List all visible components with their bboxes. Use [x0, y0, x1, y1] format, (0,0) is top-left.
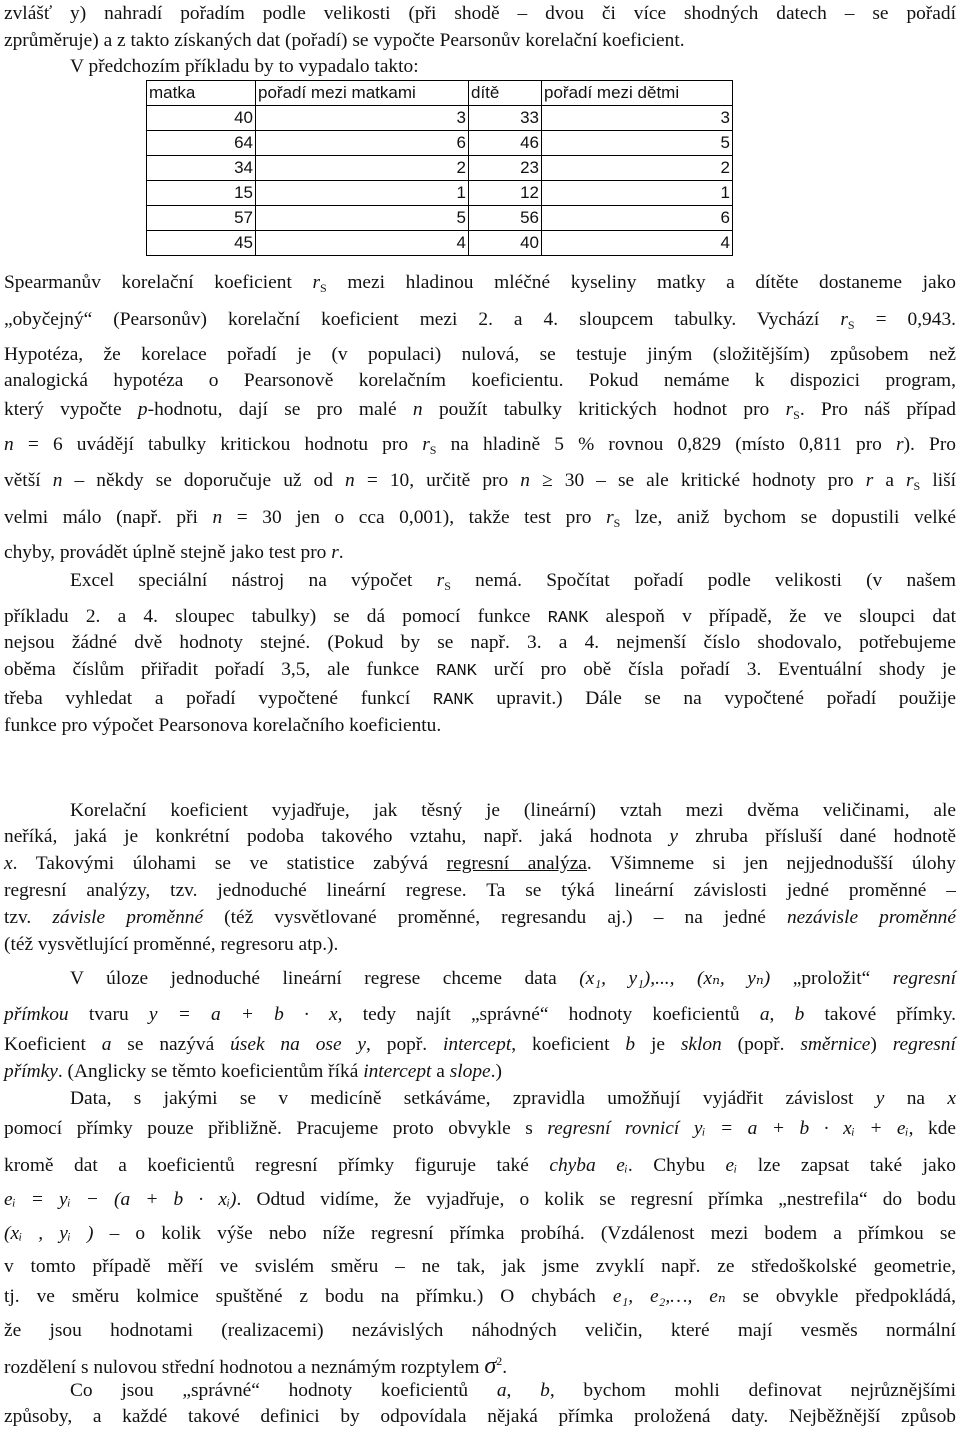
error-equation: eᵢ = yᵢ − (a + b · xᵢ) — [4, 1189, 237, 1210]
table-cell: 34 — [147, 156, 256, 181]
text-line: funkce pro výpočet Pearsonova korelačního koeficientu. — [4, 715, 442, 736]
table-cell: 5 — [256, 206, 469, 231]
table-cell: 56 — [469, 206, 542, 231]
text-line: eᵢ = yᵢ − (a + b · xᵢ). Odtud vidíme, že vyjadřuje, o kolik se regresní přímka „nestrefila“ do bodu — [4, 1189, 957, 1210]
text-line: Koeficient a se nazývá úsek na ose y, popř. intercept, koeficient b je sklon (popř. směrnice) regresní — [4, 1034, 956, 1055]
text-line: v tomto případě měří ve svislém směru – ne tak, jak jsme zvyklí např. ze středoškolské geometrie, — [4, 1256, 956, 1277]
column-header: pořadí mezi matkami — [256, 81, 469, 106]
table-header-row — [147, 81, 733, 106]
column-header: matka — [147, 81, 256, 106]
table-cell: 64 — [147, 131, 256, 156]
table-cell: 33 — [469, 106, 542, 131]
table-cell: 40 — [469, 231, 542, 256]
table-cell: 6 — [256, 131, 469, 156]
text-line: zprůměruje) a z takto získaných dat (pořadí) se vypočte Pearsonův korelační koeficient. — [4, 30, 685, 51]
text-line: „obyčejný“ (Pearsonův) korelační koeficient mezi 2. a 4. sloupcem tabulky. Vychází $r_S = 0,943$. — [4, 309, 956, 332]
text-line: Data, s jakými se v medicíně setkáváme, zpravidla umožňují vyjádřit závislost y na x — [70, 1088, 956, 1109]
table-row — [147, 131, 733, 156]
table-cell: 3 — [542, 106, 733, 131]
text-line: rozdělení s nulovou střední hodnotou a neznámým rozptylem $\sigma^2$. — [4, 1353, 508, 1379]
table-cell: 4 — [256, 231, 469, 256]
text-line: který vypočte p-hodnotu, dají se pro malé n použít tabulky kritických hodnot pro $r_S$. Pro náš případ — [4, 399, 956, 422]
text-line: oběma číslům přiřadit pořadí 3,5, ale funkce RANK určí pro obě čísla pořadí 3. Eventuální shody je — [4, 659, 957, 681]
table-cell: 4 — [542, 231, 733, 256]
text-line: neříká, jaká je konkrétní podoba takového vztahu, např. jaká hodnota y zhruba přísluší dané hodnotě — [4, 826, 956, 847]
column-header: pořadí mezi dětmi — [542, 81, 733, 106]
text-line: přímky. (Anglicky se těmto koeficientům říká intercept a slope.) — [4, 1061, 502, 1082]
text-line: nejsou žádné dvě hodnoty stejné. (Pokud by se např. 3. a 4. nejmenší číslo shodovalo, potřebujeme — [4, 632, 956, 653]
table-cell: 23 — [469, 156, 542, 181]
table-row — [147, 206, 733, 231]
table-cell: 2 — [542, 156, 733, 181]
regression-analysis-link[interactable]: regresní analýza — [446, 853, 587, 874]
text-line: že jsou hodnotami (realizacemi) nezávislých náhodných veličin, které mají vesměs normální — [4, 1320, 956, 1341]
text-line: (též vysvětlující proměnné, regresoru atp.). — [4, 934, 339, 955]
text-line: Hypotéza, že korelace pořadí je (v populaci) nulová, se testuje jiným (složitějším) způsobem než — [4, 344, 956, 365]
table-cell: 45 — [147, 231, 256, 256]
table-cell: 3 — [256, 106, 469, 131]
text-line: Spearmanův korelační koeficient $r_S$ mezi hladinou mléčné kyseliny matky a dítěte dostaneme jako — [4, 272, 956, 295]
text-line: n = 6 uvádějí tabulky kritickou hodnotu pro $r_S$ na hladině 5 % rovnou 0,829 (místo 0,811 pro r). Pro — [4, 434, 956, 457]
text-line: zvlášť y) nahradí pořadím podle velikosti (při shodě – dvou či více shodných datech – se pořadí — [4, 3, 956, 24]
text-line: kromě dat a koeficientů regresní přímky figuruje také chyba eᵢ. Chybu eᵢ lze zapsat také jako — [4, 1155, 956, 1176]
table-cell: 1 — [542, 181, 733, 206]
table-cell: 1 — [256, 181, 469, 206]
text-line: (xᵢ , yᵢ ) – o kolik výše nebo níže regresní přímka probíhá. (Vzdálenost mezi bodem a přímkou se — [4, 1223, 957, 1244]
line-equation: y = a + b · x, — [148, 1004, 343, 1025]
table-cell: 6 — [542, 206, 733, 231]
table-cell: 46 — [469, 131, 542, 156]
column-header: dítě — [469, 81, 542, 106]
table-cell: 15 — [147, 181, 256, 206]
text-line: tzv. závisle proměnné (též vysvětlované proměnné, regresandu aj.) – na jedné nezávisle proměnné — [4, 907, 956, 928]
table-cell: 40 — [147, 106, 256, 131]
text-line: způsoby, a každé takové definici by odpovídala nějaká přímka proložená daty. Nejběžnější způsob — [4, 1406, 956, 1427]
table-row — [147, 156, 733, 181]
table-cell: 2 — [256, 156, 469, 181]
text-line: V úloze jednoduché lineární regrese chceme data (x₁, y₁),..., (xₙ, yₙ) „proložit“ regresní — [70, 968, 956, 989]
table-cell: 12 — [469, 181, 542, 206]
text-line: regresní analýzy, tzv. jednoduché lineární regrese. Ta se týká lineární závislosti jedné proměnné – — [4, 880, 956, 901]
table-row — [147, 231, 733, 256]
text-line: V předchozím příkladu by to vypadalo takto: — [70, 56, 419, 77]
table-row — [147, 106, 733, 131]
data-tuple-formula: (x₁, y₁),..., (xₙ, yₙ) — [579, 968, 771, 989]
table-cell: 57 — [147, 206, 256, 231]
rank-table — [146, 80, 733, 256]
text-line: přímkou tvaru y = a + b · x, tedy najít „správné“ hodnoty koeficientů a, b takové přímky. — [4, 1004, 956, 1025]
text-line: Excel speciální nástroj na výpočet $r_S$ nemá. Spočítat pořadí podle velikosti (v našem — [70, 570, 956, 593]
text-line: pomocí přímky pouze přibližně. Pracujeme proto obvykle s regresní rovnicí yᵢ = a + b · xᵢ + eᵢ, kde — [4, 1118, 956, 1139]
text-line: Co jsou „správné“ hodnoty koeficientů a, b, bychom mohli definovat nejrůznějšími — [70, 1380, 956, 1401]
table-cell: 5 — [542, 131, 733, 156]
text-line: třeba vyhledat a pořadí vypočtené funkcí RANK upravit.) Dále se na vypočtené pořadí použije — [4, 688, 956, 710]
text-line: velmi málo (např. při n = 30 jen o cca 0,001), takže test pro $r_S$ lze, aniž bychom se dopustili velké — [4, 507, 956, 530]
text-line: příkladu 2. a 4. sloupec tabulky) se dá pomocí funkce RANK alespoň v případě, že ve sloupci dat — [4, 606, 957, 628]
text-line: tj. ve směru kolmice spuštěné z bodu na přímku.) O chybách e₁, e₂,…, eₙ se obvykle předpokládá, — [4, 1286, 956, 1307]
text-line: chyby, provádět úplně stejně jako test pro r. — [4, 542, 344, 563]
text-line: x. Takovými úlohami se ve statistice zabývá regresní analýza. Všimneme si jen nejjednodušší úlohy — [4, 853, 956, 874]
text-line: Korelační koeficient vyjadřuje, jak těsný je (lineární) vztah mezi dvěma veličinami, ale — [70, 800, 956, 821]
text-line: větší n – někdy se doporučuje už od n = 10, určitě pro n ≥ 30 – se ale kritické hodnoty pro r a $r_S$ liší — [4, 470, 957, 493]
table-row — [147, 181, 733, 206]
text-line: analogická hypotéza o Pearsonově korelačním koeficientu. Pokud nemáme k dispozici program, — [4, 370, 956, 391]
regression-equation: yᵢ = a + b · xᵢ + eᵢ — [693, 1118, 909, 1139]
